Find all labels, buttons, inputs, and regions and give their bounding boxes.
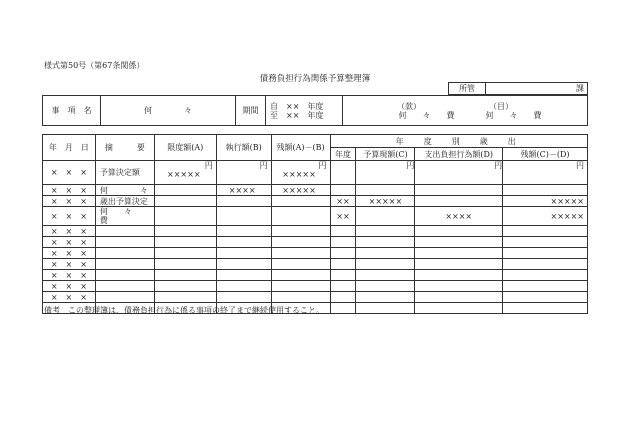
cell-balance: ×××××	[503, 196, 588, 207]
cell-year	[330, 248, 356, 259]
cell-expend	[415, 226, 503, 237]
office-table	[448, 82, 588, 95]
cell-summary	[95, 270, 154, 281]
unit-label: 円	[406, 161, 415, 170]
cell-executed	[216, 259, 271, 270]
cell-remaining	[271, 292, 330, 303]
unit-label: 円	[494, 161, 503, 170]
col-summary: 摘 要	[95, 135, 154, 161]
cell-budget	[356, 270, 415, 281]
unit-label: 円	[318, 161, 327, 170]
cell-summary	[95, 248, 154, 259]
cell-year	[330, 270, 356, 281]
cell-balance	[503, 161, 588, 185]
cell-remaining	[271, 196, 330, 207]
account-cell	[343, 96, 588, 126]
cell-executed	[216, 207, 271, 226]
ledger-rows	[43, 161, 588, 314]
cell-balance: ×××××	[503, 207, 588, 226]
cell-budget	[356, 281, 415, 292]
cell-year	[330, 185, 356, 196]
cell-limit	[154, 226, 216, 237]
cell-remaining: ×××××	[271, 185, 330, 196]
moku-value: 何 々 費	[485, 110, 542, 120]
cell-year: ××	[330, 207, 356, 226]
moku-label: （目）	[489, 101, 513, 111]
cell-summary: 何 々	[95, 185, 154, 196]
cell-year	[330, 226, 356, 237]
cell-remaining	[271, 248, 330, 259]
cell-remaining	[271, 161, 330, 185]
table-row	[43, 259, 588, 270]
cell-date: × × ×	[43, 248, 96, 259]
to-label: 至	[270, 110, 278, 120]
cell-summary	[95, 226, 154, 237]
table-row	[43, 196, 588, 207]
table-row	[43, 281, 588, 292]
cell-remaining	[271, 226, 330, 237]
unit-label: 円	[259, 161, 268, 170]
cell-expend	[415, 259, 503, 270]
table-row	[43, 248, 588, 259]
cell-year	[330, 303, 356, 314]
header-table	[42, 95, 588, 126]
cell-remaining	[271, 259, 330, 270]
cell-executed	[216, 292, 271, 303]
cell-balance	[503, 281, 588, 292]
cell-remaining	[271, 281, 330, 292]
cell-expend	[415, 237, 503, 248]
cell-budget	[356, 292, 415, 303]
cell-year	[330, 237, 356, 248]
cell-year	[330, 292, 356, 303]
cell-limit	[154, 161, 216, 185]
cell-budget	[356, 161, 415, 185]
table-row	[43, 237, 588, 248]
cell-expend	[415, 248, 503, 259]
remarks-note: 備考 この整理簿は、債務負担行為に係る事項の終了まで継続使用すること。	[44, 306, 324, 315]
col-by-year: 年 度 別 歳 出	[330, 135, 588, 148]
cell-balance	[503, 270, 588, 281]
cell-remaining	[271, 270, 330, 281]
to-value: ×× 年度	[286, 110, 324, 120]
cell-year	[330, 259, 356, 270]
kan-label: （款）	[397, 101, 421, 111]
cell-executed: ××××	[216, 185, 271, 196]
cell-summary	[95, 281, 154, 292]
cell-expend	[415, 196, 503, 207]
cell-date: × × ×	[43, 281, 96, 292]
cell-balance	[503, 226, 588, 237]
cell-expend	[415, 270, 503, 281]
cell-budget	[356, 226, 415, 237]
col-executed: 執行額(B)	[216, 135, 271, 161]
table-row	[43, 292, 588, 303]
cell-budget	[356, 259, 415, 270]
cell-date: × × ×	[43, 270, 96, 281]
cell-date: × × ×	[43, 185, 96, 196]
cell-expend	[415, 161, 503, 185]
from-label: 自	[270, 101, 278, 111]
col-year: 年度	[330, 148, 356, 161]
cell-executed	[216, 270, 271, 281]
cell-date: × × ×	[43, 207, 96, 226]
cell-limit	[154, 185, 216, 196]
period-cell	[266, 96, 343, 126]
cell-date: × × ×	[43, 226, 96, 237]
cell-balance	[503, 248, 588, 259]
cell-year	[330, 281, 356, 292]
cell-balance	[503, 292, 588, 303]
col-budget: 予算現額(C)	[356, 148, 415, 161]
cell-date: × × ×	[43, 259, 96, 270]
cell-date: × × ×	[43, 237, 96, 248]
table-row	[43, 270, 588, 281]
cell-expend	[415, 292, 503, 303]
cell-summary: 歳出予算決定	[95, 196, 154, 207]
col-limit: 限度額(A)	[154, 135, 216, 161]
unit-label: 円	[576, 161, 584, 170]
cell-budget	[356, 248, 415, 259]
cell-limit	[154, 196, 216, 207]
cell-limit	[154, 259, 216, 270]
cell-limit	[154, 281, 216, 292]
cell-summary	[95, 292, 154, 303]
cell-balance	[503, 259, 588, 270]
unit-label: 円	[204, 161, 213, 170]
cell-limit	[154, 292, 216, 303]
cell-balance	[503, 303, 588, 314]
kan-value: 何 々 費	[398, 110, 455, 120]
cell-limit	[154, 248, 216, 259]
cell-remaining	[271, 207, 330, 226]
document-title: 債務負担行為関係予算整理簿	[259, 74, 371, 84]
kikan-label: 期間	[236, 96, 266, 126]
office-suffix: 課	[486, 83, 588, 95]
cell-executed	[216, 226, 271, 237]
cell-limit	[154, 270, 216, 281]
cell-date: × × ×	[43, 196, 96, 207]
table-row	[43, 185, 588, 196]
cell-summary	[95, 259, 154, 270]
cell-balance	[503, 237, 588, 248]
cell-expend	[415, 185, 503, 196]
cell-budget	[356, 303, 415, 314]
cell-expend	[415, 281, 503, 292]
col-remaining: 残額(A)－(B)	[271, 135, 330, 161]
cell-limit	[154, 207, 216, 226]
table-row	[43, 226, 588, 237]
table-row	[43, 161, 588, 185]
office-label: 所管	[449, 83, 486, 95]
from-value: ×× 年度	[286, 101, 324, 111]
cell-value: ×××××	[167, 170, 201, 179]
cell-date: × × ×	[43, 292, 96, 303]
table-row	[43, 207, 588, 226]
cell-budget: ×××××	[356, 196, 415, 207]
form-number: 様式第50号（第67条関係）	[44, 61, 145, 70]
cell-limit	[154, 237, 216, 248]
jikou-value: 何 々	[101, 96, 236, 126]
cell-expend	[415, 303, 503, 314]
cell-expend: ××××	[415, 207, 503, 226]
cell-executed	[216, 248, 271, 259]
cell-executed	[216, 161, 271, 185]
cell-budget	[356, 237, 415, 248]
cell-year	[330, 161, 356, 185]
cell-executed	[216, 237, 271, 248]
cell-executed	[216, 281, 271, 292]
cell-year: ××	[330, 196, 356, 207]
cell-remaining	[271, 237, 330, 248]
cell-value: ×××××	[282, 170, 316, 179]
cell-summary: 予算決定額	[95, 161, 154, 185]
jikou-label: 事 項 名	[43, 96, 101, 126]
cell-balance	[503, 185, 588, 196]
cell-budget	[356, 185, 415, 196]
cell-summary	[95, 237, 154, 248]
col-balance: 残額(C)－(D)	[503, 148, 588, 161]
col-expend: 支出負担行為額(D)	[415, 148, 503, 161]
cell-date: × × ×	[43, 161, 96, 185]
ledger-table	[42, 134, 588, 314]
cell-summary: 何 々 費	[95, 207, 154, 226]
cell-budget	[356, 207, 415, 226]
cell-executed	[216, 196, 271, 207]
col-date: 年 月 日	[43, 135, 96, 161]
